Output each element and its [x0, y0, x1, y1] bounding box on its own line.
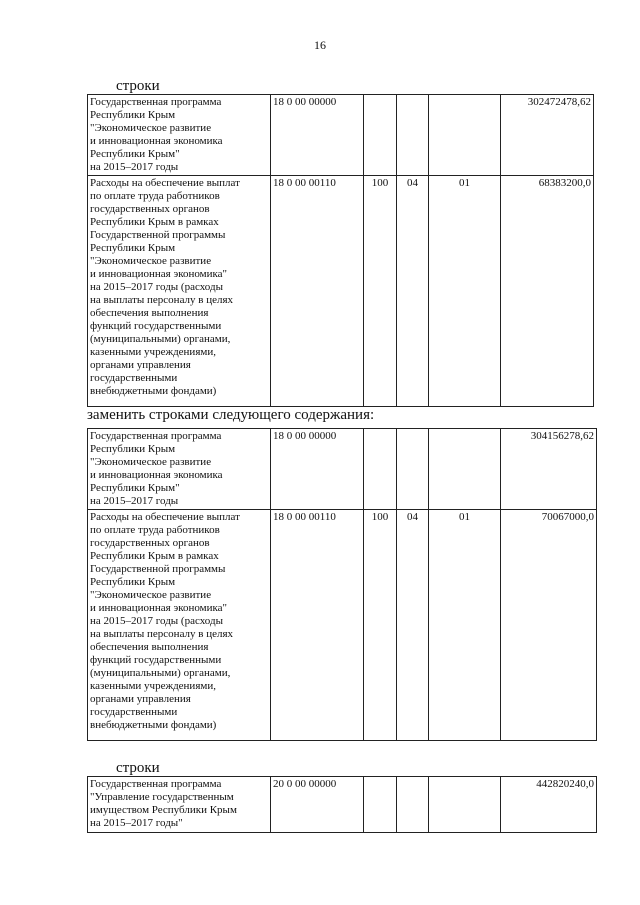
section-code-cell [397, 95, 429, 176]
program-name-cell: Государственная программа Республики Крым "Экономическое развитие и инновационная экономика Республики Крым" на 2015–2017 годы [88, 429, 271, 510]
subsection-code-cell [429, 429, 501, 510]
section-heading-rows-2: строки [116, 760, 160, 776]
program-name-cell: Государственная программа "Управление государственным имуществом Республики Крым на 2015–2017 годы" [88, 777, 271, 833]
subsection-code-cell: 01 [429, 176, 501, 407]
amount-cell: 302472478,62 [501, 95, 594, 176]
target-article-cell: 20 0 00 00000 [271, 777, 364, 833]
expense-type-cell: 100 [364, 176, 397, 407]
expense-type-cell [364, 777, 397, 833]
subsection-code-cell [429, 777, 501, 833]
expense-type-cell [364, 95, 397, 176]
target-article-cell: 18 0 00 00000 [271, 429, 364, 510]
expense-type-cell: 100 [364, 510, 397, 741]
amount-cell: 442820240,0 [501, 777, 597, 833]
table-row [88, 95, 594, 176]
amount-cell: 304156278,62 [501, 429, 597, 510]
section-code-cell [397, 777, 429, 833]
section-code-cell: 04 [397, 510, 429, 741]
budget-table-next-rows [87, 776, 597, 833]
table-row [88, 176, 594, 407]
target-article-cell: 18 0 00 00110 [271, 176, 364, 407]
target-article-cell: 18 0 00 00000 [271, 95, 364, 176]
budget-table-old-rows [87, 94, 594, 407]
subsection-code-cell: 01 [429, 510, 501, 741]
expense-type-cell [364, 429, 397, 510]
amount-cell: 68383200,0 [501, 176, 594, 407]
section-code-cell: 04 [397, 176, 429, 407]
section-heading-rows: строки [116, 78, 160, 94]
amount-cell: 70067000,0 [501, 510, 597, 741]
section-heading-replace: заменить строками следующего содержания: [87, 407, 375, 423]
section-code-cell [397, 429, 429, 510]
subsection-code-cell [429, 95, 501, 176]
table-row [88, 429, 597, 510]
program-name-cell: Расходы на обеспечение выплат по оплате труда работников государственных органов Республики Крым в рамках Государственной программы Республики Крым "Экономическое развитие и инновационная экономика" на 2015–2017 годы (расходы на выплаты персоналу в целях обеспечения выполнения функций государственными (муниципальными) органами, казенными учреждениями, органами управления государственными внебюджетными фондами) [88, 510, 271, 741]
budget-table-new-rows [87, 428, 597, 741]
program-name-cell: Государственная программа Республики Крым "Экономическое развитие и инновационная экономика Республики Крым" на 2015–2017 годы [88, 95, 271, 176]
program-name-cell: Расходы на обеспечение выплат по оплате труда работников государственных органов Республики Крым в рамках Государственной программы Республики Крым "Экономическое развитие и инновационная экономика" на 2015–2017 годы (расходы на выплаты персоналу в целях обеспечения выполнения функций государственными (муниципальными) органами, казенными учреждениями, органами управления государственными внебюджетными фондами) [88, 176, 271, 407]
page-number: 16 [314, 38, 326, 52]
table-row [88, 510, 597, 741]
table-row [88, 777, 597, 833]
target-article-cell: 18 0 00 00110 [271, 510, 364, 741]
